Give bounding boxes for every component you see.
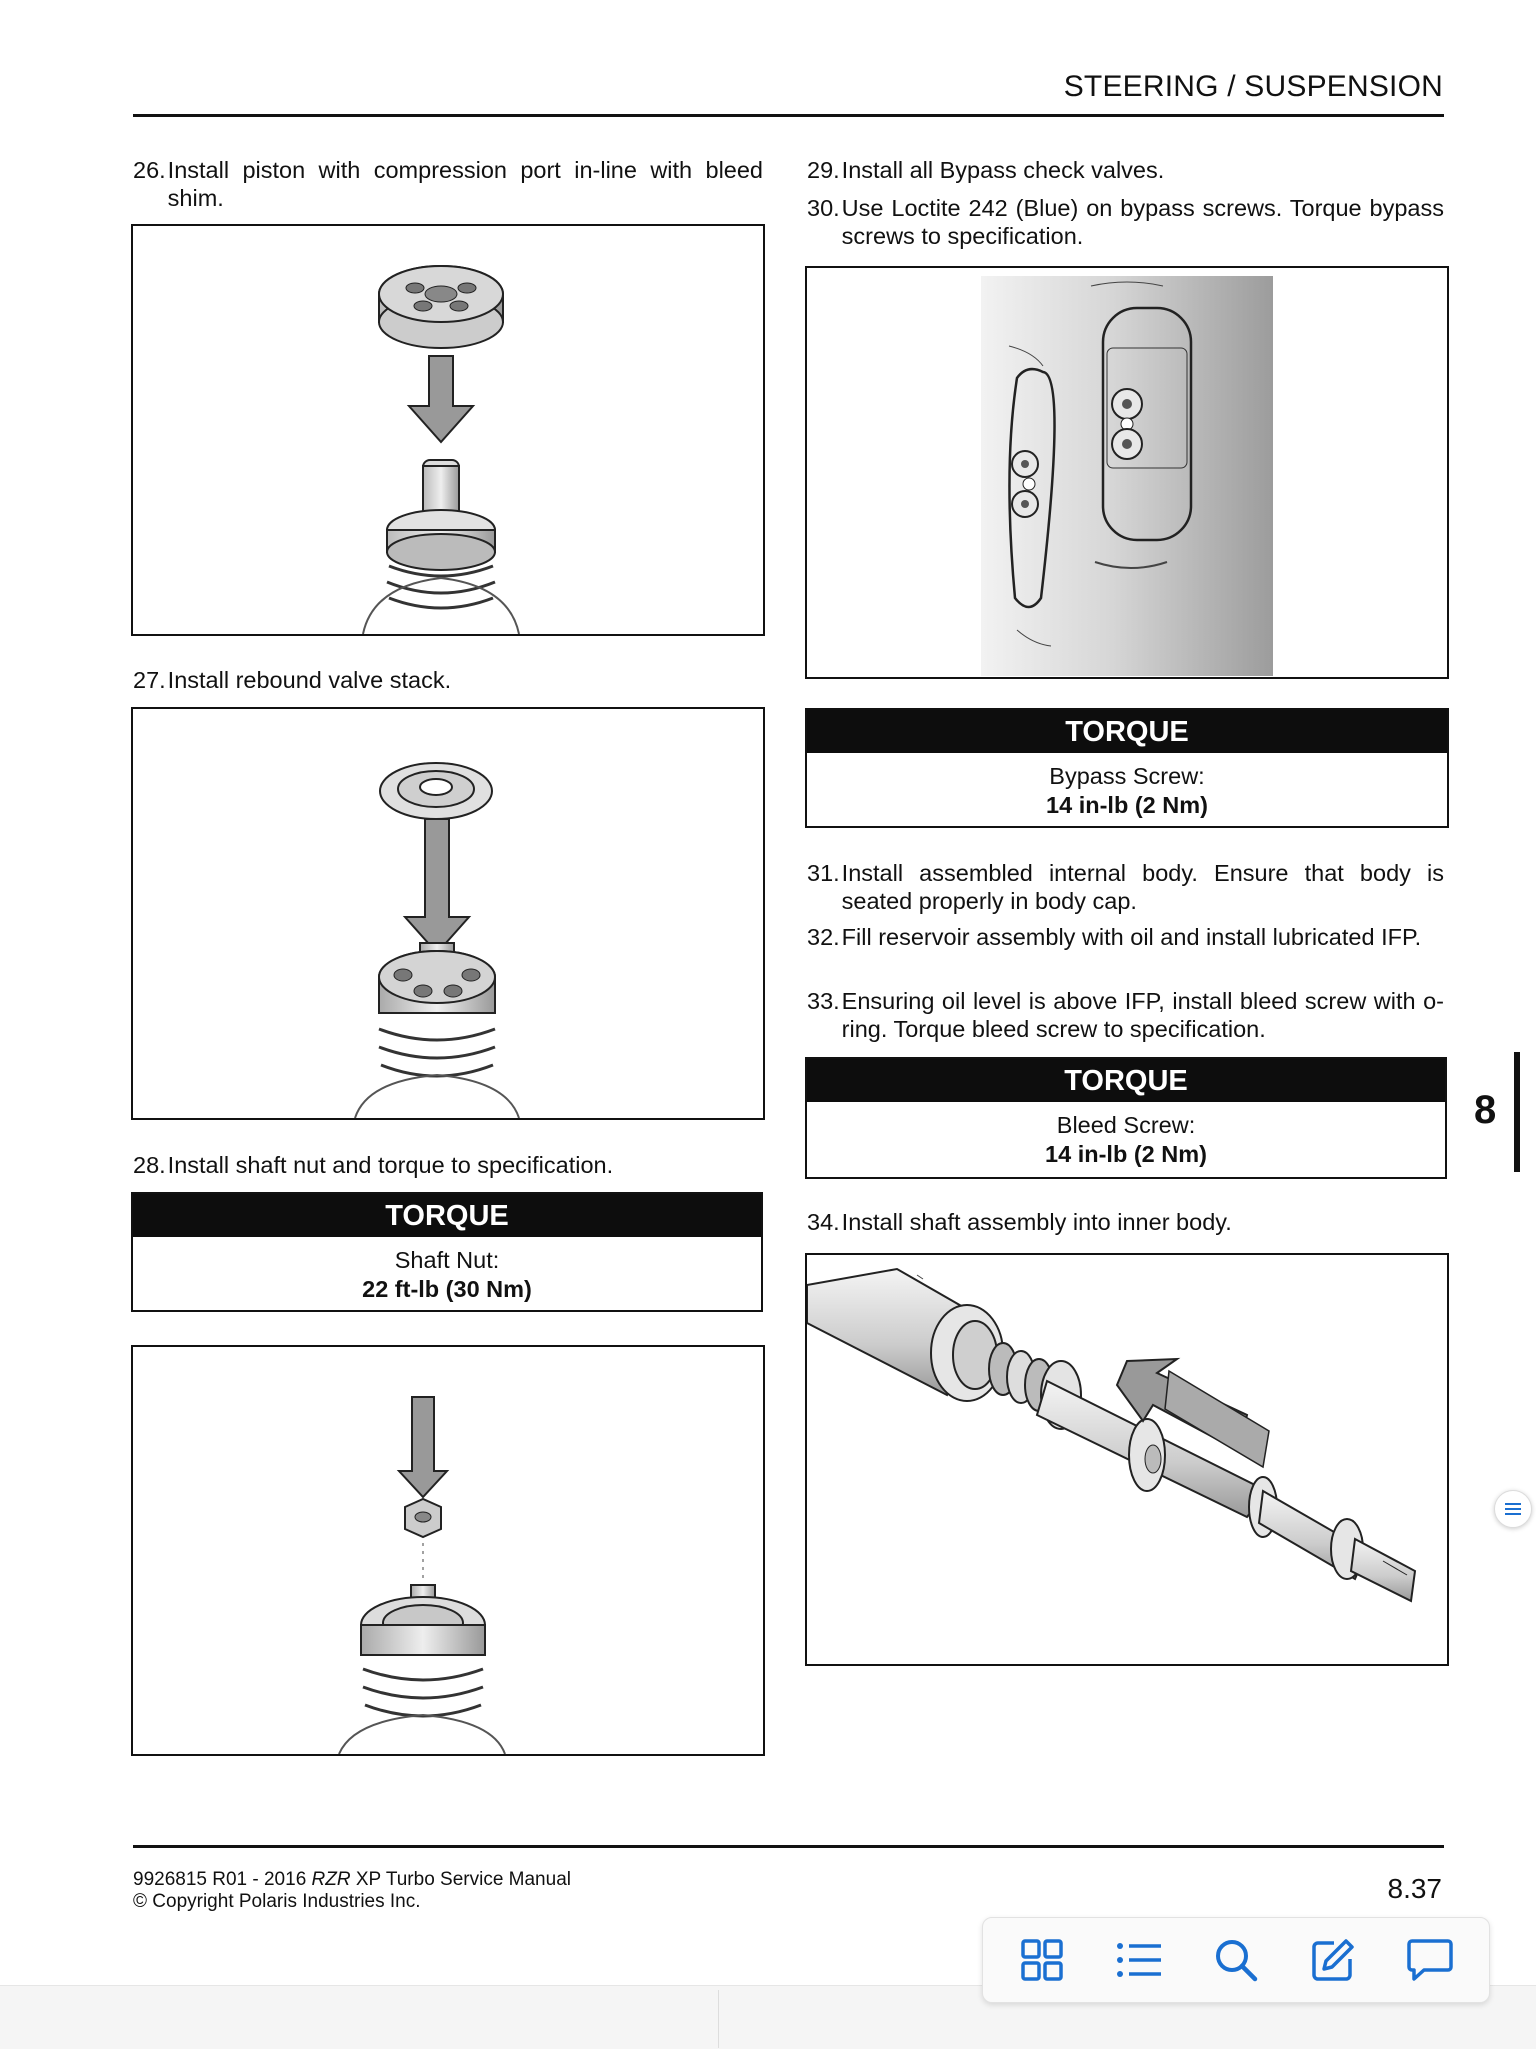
step-number: 31. [807,860,840,886]
comments-button[interactable] [1398,1928,1462,1992]
step-text: Install shaft assembly into inner body. [841,1209,1232,1235]
list-icon [1115,1940,1163,1980]
step-32 [807,923,1444,951]
step-text: Install assembled internal body. Ensure that body is seated properly in body cap. [841,860,1444,914]
torque-label: Bypass Screw: [1049,763,1205,789]
torque-label: Shaft Nut: [394,1247,500,1273]
torque-value: 22 ft-lb (30 Nm) [362,1276,532,1302]
step-34 [807,1208,1444,1236]
torque-label: Bleed Screw: [1056,1112,1196,1138]
torque-value: 14 in-lb (2 Nm) [1046,792,1208,818]
step-number: 30. [807,195,840,221]
figure-install-piston [131,224,765,636]
section-title: STEERING / SUSPENSION [1063,70,1443,103]
valve-stack-illustration [133,709,763,1118]
step-text: Install piston with compression port in-line with bleed shim. [167,157,763,211]
step-30 [807,194,1444,250]
menu-lines-icon [1504,1502,1522,1516]
viewer-toolbar [982,1917,1490,2003]
step-28 [133,1151,763,1179]
torque-heading: TORQUE [807,710,1447,753]
figure-rebound-valve-stack [131,707,765,1120]
step-31 [807,859,1444,915]
step-number: 33. [807,988,840,1014]
shaft-nut-illustration [133,1347,763,1754]
torque-value: 14 in-lb (2 Nm) [1045,1141,1207,1167]
torque-box-bleed-screw [805,1057,1447,1179]
search-icon [1213,1937,1259,1983]
step-text: Install shaft nut and torque to specification. [167,1152,614,1178]
figure-bypass-screws [805,266,1449,679]
step-text: Install rebound valve stack. [167,667,452,693]
torque-heading: TORQUE [133,1194,761,1237]
step-number: 27. [133,667,166,693]
step-number: 28. [133,1152,166,1178]
bypass-screws-photo [807,268,1447,677]
strip-divider [718,1990,719,2048]
grid-icon [1020,1938,1064,1982]
step-number: 32. [807,924,840,950]
step-27 [133,666,763,694]
shaft-assembly-illustration [807,1255,1447,1664]
thumbnails-button[interactable] [1010,1928,1074,1992]
step-text: Fill reservoir assembly with oil and install lubricated IFP. [841,924,1422,950]
figure-shaft-nut [131,1345,765,1756]
chapter-tab-number: 8 [1474,1088,1497,1132]
annotate-button[interactable] [1301,1928,1365,1992]
footer-manual-title: 9926815 R01 - 2016 RZR XP Turbo Service Manual [133,1869,571,1890]
step-number: 34. [807,1209,840,1235]
outline-button[interactable] [1107,1928,1171,1992]
chapter-tab-bar [1514,1052,1520,1172]
torque-box-bypass-screw [805,708,1449,828]
figure-shaft-assembly [805,1253,1449,1666]
header-rule [133,114,1444,117]
comment-icon [1406,1937,1454,1983]
search-button[interactable] [1204,1928,1268,1992]
side-menu-handle[interactable] [1494,1490,1532,1528]
step-text: Use Loctite 242 (Blue) on bypass screws. Torque bypass screws to specification. [841,195,1444,249]
piston-illustration [133,226,763,634]
step-33 [807,987,1444,1043]
step-number: 26. [133,157,166,183]
step-26 [133,156,763,212]
page-number: 8.37 [1387,1873,1442,1904]
footer-manual-info [133,1869,571,1913]
edit-icon [1310,1937,1356,1983]
step-text: Install all Bypass check valves. [841,157,1165,183]
footer-rule [133,1845,1444,1848]
step-number: 29. [807,157,840,183]
step-29 [807,156,1444,184]
step-text: Ensuring oil level is above IFP, install bleed screw with o-ring. Torque bleed screw to specification. [841,988,1444,1042]
footer-copyright: © Copyright Polaris Industries Inc. [133,1891,421,1912]
torque-box-shaft-nut [131,1192,763,1312]
torque-heading: TORQUE [807,1059,1445,1102]
